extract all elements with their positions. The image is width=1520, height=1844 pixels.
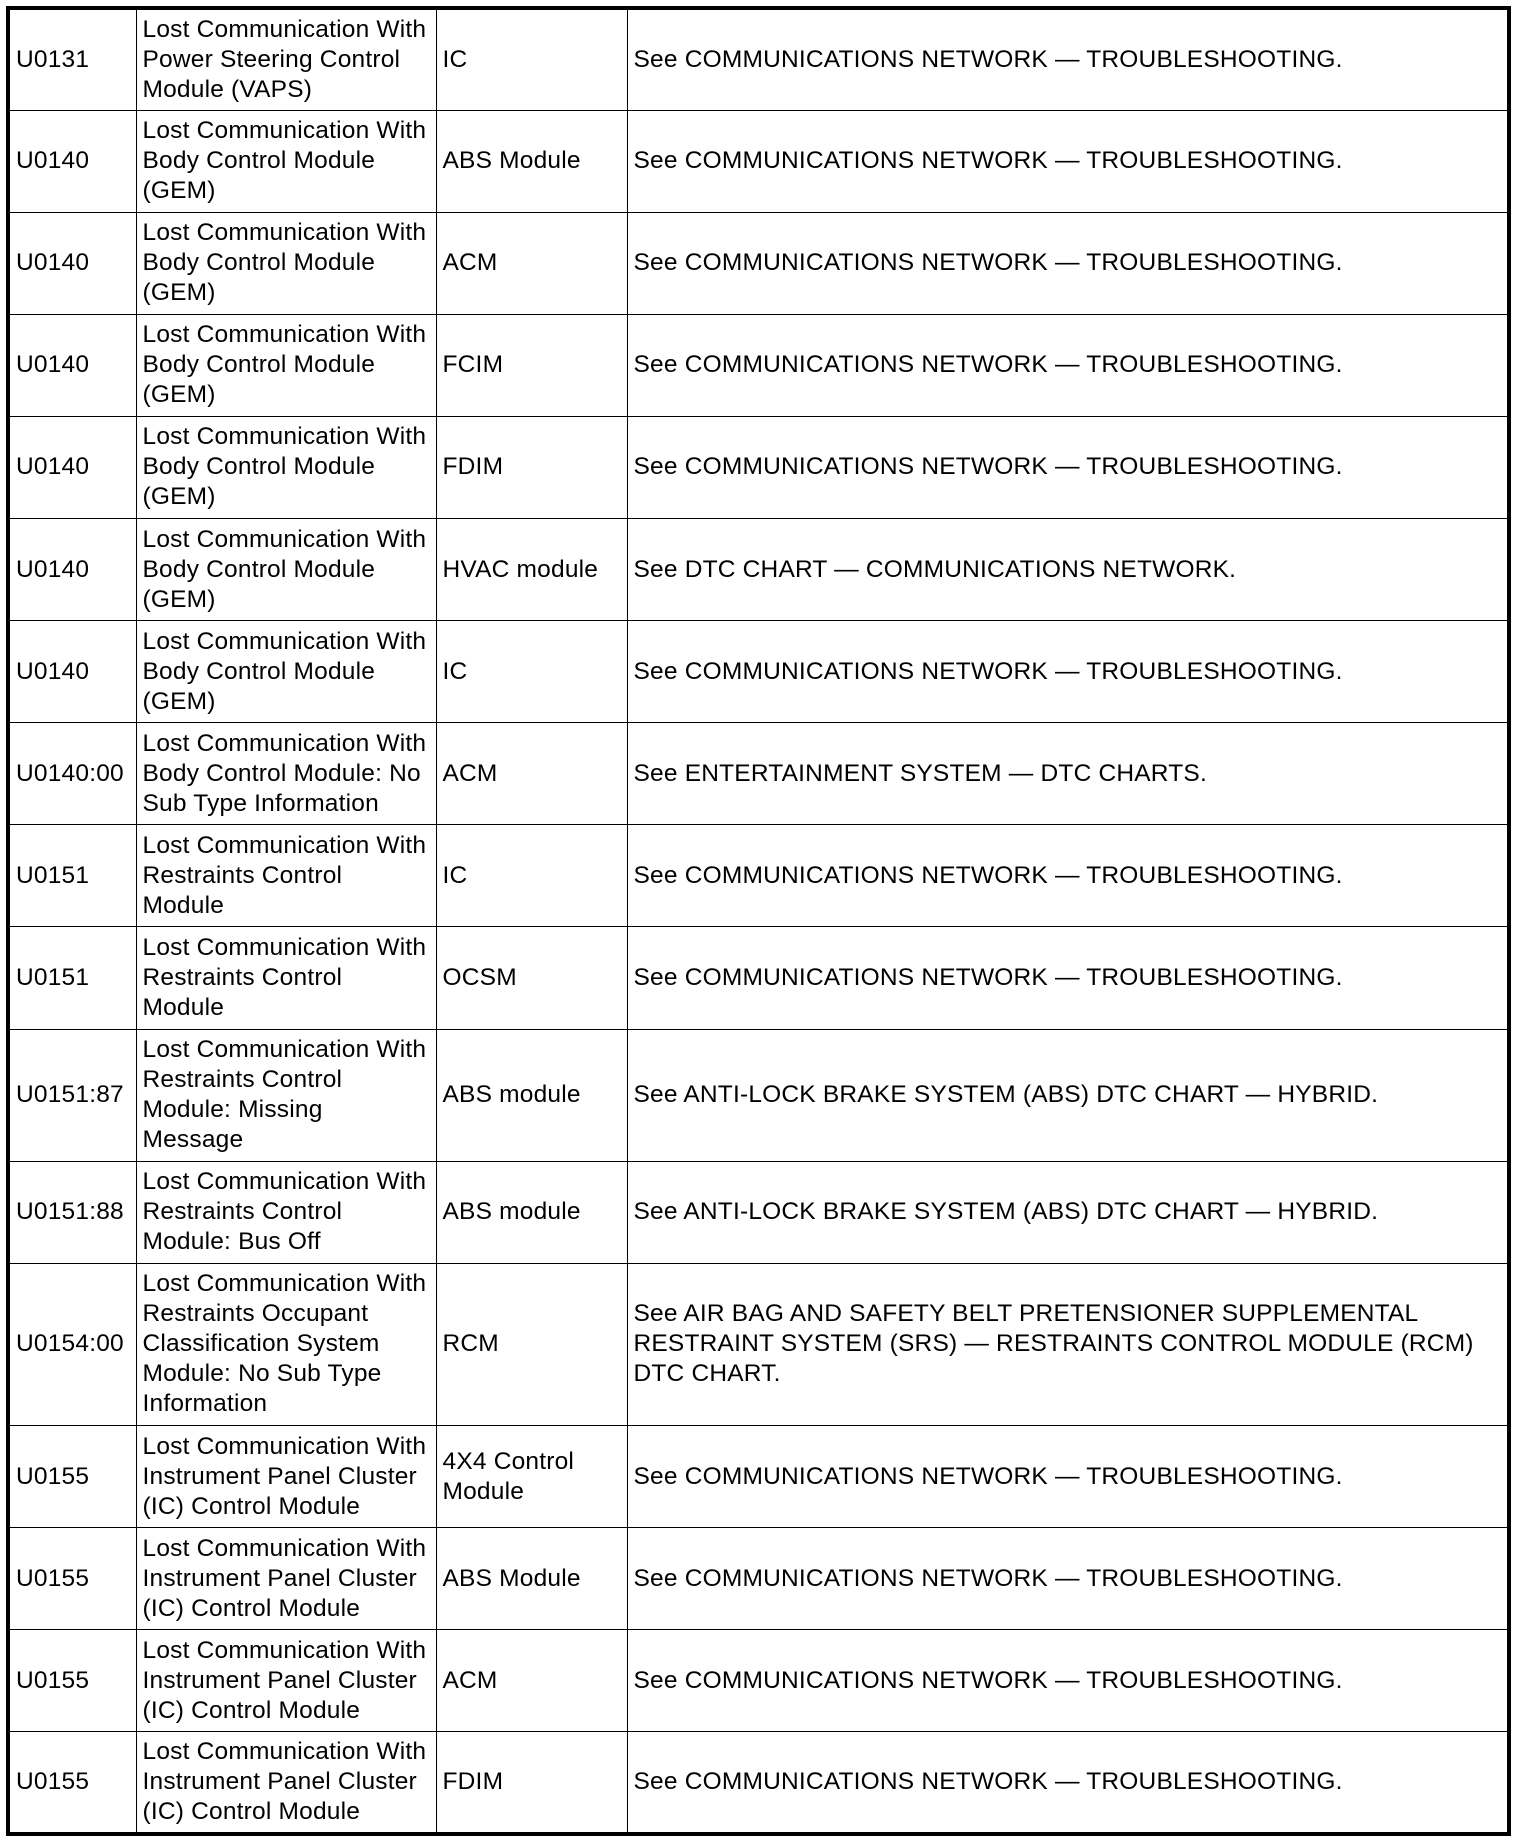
dtc-code-cell: U0151:87 (8, 1029, 136, 1161)
module-cell: IC (436, 8, 627, 110)
dtc-code-cell: U0140 (8, 212, 136, 314)
dtc-code-cell: U0140 (8, 110, 136, 212)
description-cell: Lost Communication With Restraints Control Module: Bus Off (136, 1161, 436, 1263)
action-cell: See COMMUNICATIONS NETWORK — TROUBLESHOOTING. (627, 1426, 1509, 1528)
action-cell: See COMMUNICATIONS NETWORK — TROUBLESHOOTING. (627, 825, 1509, 927)
action-cell: See ANTI-LOCK BRAKE SYSTEM (ABS) DTC CHART — HYBRID. (627, 1161, 1509, 1263)
module-cell: FCIM (436, 314, 627, 416)
table-row (8, 1630, 1509, 1732)
action-cell: See COMMUNICATIONS NETWORK — TROUBLESHOOTING. (627, 1528, 1509, 1630)
table-row (8, 212, 1509, 314)
description-cell: Lost Communication With Instrument Panel Cluster (IC) Control Module (136, 1630, 436, 1732)
table-row (8, 1732, 1509, 1834)
module-cell: FDIM (436, 416, 627, 518)
table-row (8, 723, 1509, 825)
table-row (8, 1528, 1509, 1630)
table-row (8, 1029, 1509, 1161)
description-cell: Lost Communication With Body Control Module (GEM) (136, 110, 436, 212)
module-cell: 4X4 Control Module (436, 1426, 627, 1528)
description-cell: Lost Communication With Restraints Control Module (136, 927, 436, 1029)
description-cell: Lost Communication With Body Control Module (GEM) (136, 416, 436, 518)
module-cell: ABS module (436, 1029, 627, 1161)
dtc-code-cell: U0155 (8, 1732, 136, 1834)
description-cell: Lost Communication With Restraints Control Module (136, 825, 436, 927)
dtc-code-cell: U0140:00 (8, 723, 136, 825)
action-cell: See COMMUNICATIONS NETWORK — TROUBLESHOOTING. (627, 8, 1509, 110)
dtc-code-cell: U0155 (8, 1426, 136, 1528)
description-cell: Lost Communication With Instrument Panel Cluster (IC) Control Module (136, 1426, 436, 1528)
table-row (8, 1426, 1509, 1528)
description-cell: Lost Communication With Restraints Occupant Classification System Module: No Sub Type Information (136, 1263, 436, 1425)
module-cell: ABS Module (436, 110, 627, 212)
dtc-table-body (8, 8, 1509, 1834)
module-cell: ABS Module (436, 1528, 627, 1630)
action-cell: See COMMUNICATIONS NETWORK — TROUBLESHOOTING. (627, 314, 1509, 416)
action-cell: See COMMUNICATIONS NETWORK — TROUBLESHOOTING. (627, 1630, 1509, 1732)
description-cell: Lost Communication With Body Control Module (GEM) (136, 314, 436, 416)
action-cell: See DTC CHART — COMMUNICATIONS NETWORK. (627, 519, 1509, 621)
module-cell: FDIM (436, 1732, 627, 1834)
module-cell: OCSM (436, 927, 627, 1029)
table-row (8, 621, 1509, 723)
dtc-code-cell: U0140 (8, 416, 136, 518)
table-row (8, 314, 1509, 416)
table-row (8, 1263, 1509, 1425)
table-row (8, 8, 1509, 110)
dtc-table (6, 6, 1511, 1836)
action-cell: See COMMUNICATIONS NETWORK — TROUBLESHOOTING. (627, 110, 1509, 212)
table-row (8, 519, 1509, 621)
table-row (8, 1161, 1509, 1263)
module-cell: IC (436, 825, 627, 927)
table-row (8, 416, 1509, 518)
dtc-code-cell: U0151 (8, 927, 136, 1029)
description-cell: Lost Communication With Instrument Panel Cluster (IC) Control Module (136, 1732, 436, 1834)
module-cell: ABS module (436, 1161, 627, 1263)
module-cell: RCM (436, 1263, 627, 1425)
dtc-code-cell: U0140 (8, 519, 136, 621)
dtc-code-cell: U0131 (8, 8, 136, 110)
dtc-code-cell: U0151 (8, 825, 136, 927)
action-cell: See ENTERTAINMENT SYSTEM — DTC CHARTS. (627, 723, 1509, 825)
table-row (8, 927, 1509, 1029)
dtc-code-cell: U0155 (8, 1528, 136, 1630)
description-cell: Lost Communication With Body Control Module: No Sub Type Information (136, 723, 436, 825)
action-cell: See COMMUNICATIONS NETWORK — TROUBLESHOOTING. (627, 1732, 1509, 1834)
module-cell: ACM (436, 1630, 627, 1732)
description-cell: Lost Communication With Power Steering Control Module (VAPS) (136, 8, 436, 110)
action-cell: See ANTI-LOCK BRAKE SYSTEM (ABS) DTC CHART — HYBRID. (627, 1029, 1509, 1161)
dtc-code-cell: U0155 (8, 1630, 136, 1732)
table-row (8, 110, 1509, 212)
dtc-code-cell: U0140 (8, 314, 136, 416)
dtc-code-cell: U0154:00 (8, 1263, 136, 1425)
description-cell: Lost Communication With Body Control Module (GEM) (136, 519, 436, 621)
description-cell: Lost Communication With Restraints Control Module: Missing Message (136, 1029, 436, 1161)
module-cell: ACM (436, 723, 627, 825)
dtc-code-cell: U0140 (8, 621, 136, 723)
description-cell: Lost Communication With Body Control Module (GEM) (136, 212, 436, 314)
description-cell: Lost Communication With Instrument Panel Cluster (IC) Control Module (136, 1528, 436, 1630)
action-cell: See COMMUNICATIONS NETWORK — TROUBLESHOOTING. (627, 927, 1509, 1029)
dtc-code-cell: U0151:88 (8, 1161, 136, 1263)
module-cell: IC (436, 621, 627, 723)
action-cell: See COMMUNICATIONS NETWORK — TROUBLESHOOTING. (627, 621, 1509, 723)
action-cell: See COMMUNICATIONS NETWORK — TROUBLESHOOTING. (627, 212, 1509, 314)
module-cell: HVAC module (436, 519, 627, 621)
description-cell: Lost Communication With Body Control Module (GEM) (136, 621, 436, 723)
module-cell: ACM (436, 212, 627, 314)
action-cell: See COMMUNICATIONS NETWORK — TROUBLESHOOTING. (627, 416, 1509, 518)
action-cell: See AIR BAG AND SAFETY BELT PRETENSIONER SUPPLEMENTAL RESTRAINT SYSTEM (SRS) — RESTRAINTS CONTROL MODULE (RCM) DTC CHART. (627, 1263, 1509, 1425)
table-row (8, 825, 1509, 927)
